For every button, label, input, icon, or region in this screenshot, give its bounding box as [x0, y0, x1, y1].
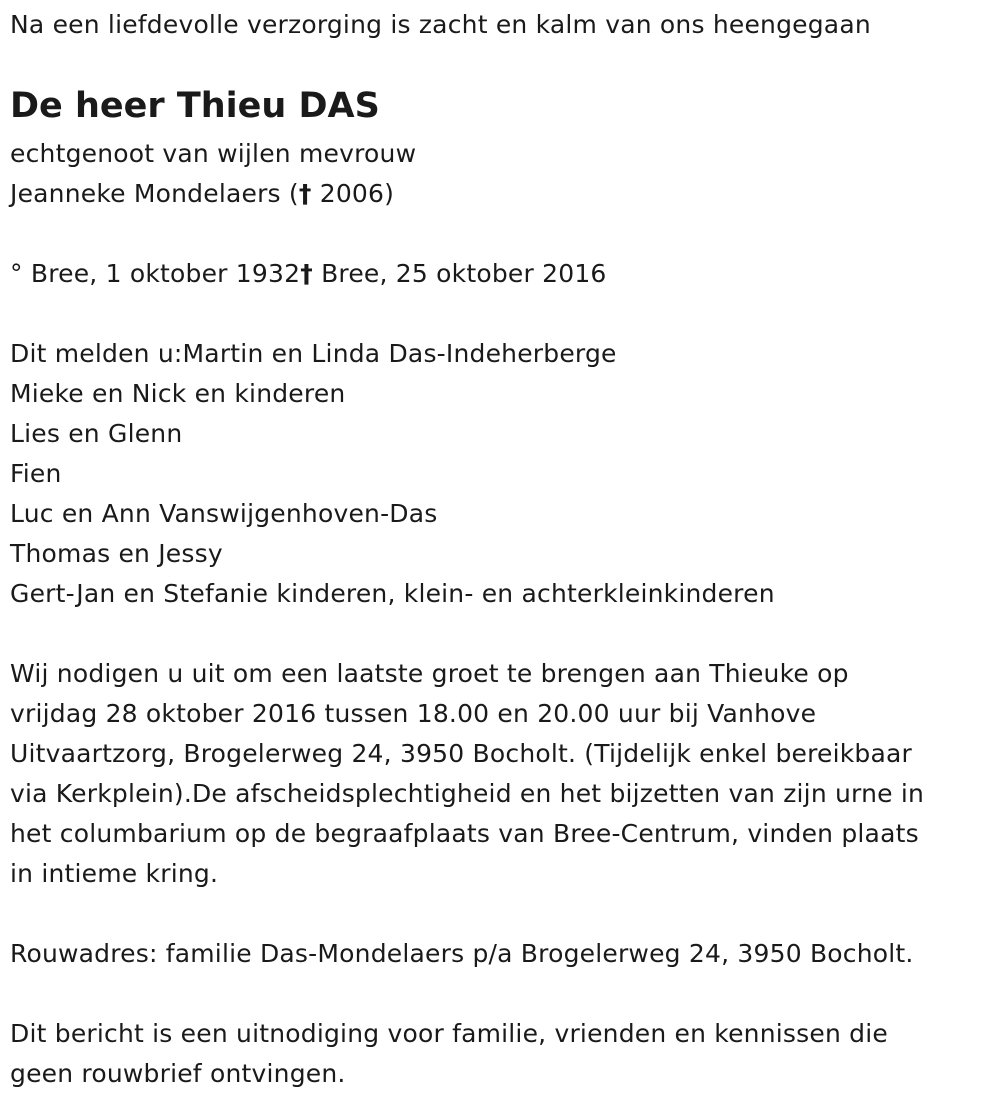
- invitation-line: Uitvaartzorg, Brogelerweg 24, 3950 Bocholt. (Tijdelijk enkel bereikbaar: [10, 739, 913, 768]
- spouse-name: Jeanneke Mondelaers (: [10, 179, 299, 208]
- cross-icon: †: [300, 259, 313, 288]
- notice-line: Dit bericht is een uitnodiging voor familie, vrienden en kennissen die: [10, 1019, 888, 1048]
- dates-block: [10, 254, 607, 294]
- spouse-line-2: [10, 174, 416, 214]
- invitation-line: vrijdag 28 oktober 2016 tussen 18.00 en 20.00 uur bij Vanhove: [10, 699, 817, 728]
- cross-icon: †: [298, 179, 312, 208]
- death-date: Bree, 25 oktober 2016: [312, 259, 607, 288]
- announcer-line: Lies en Glenn: [10, 419, 183, 448]
- notice-line: geen rouwbrief ontvingen.: [10, 1059, 346, 1088]
- notice-block: [10, 1014, 888, 1094]
- address-block: [10, 934, 914, 974]
- announcer-line: Fien: [10, 459, 62, 488]
- life-dates: [10, 254, 607, 294]
- announcer-line: Mieke en Nick en kinderen: [10, 379, 346, 408]
- intro-text: Na een liefdevolle verzorging is zacht en kalm van ons heengegaan: [10, 10, 871, 39]
- invitation-line: het columbarium op de begraafplaats van Bree-Centrum, vinden plaats: [10, 819, 919, 848]
- announcer-line: Dit melden u:Martin en Linda Das-Indeherberge: [10, 339, 617, 368]
- announcer-line: Gert-Jan en Stefanie kinderen, klein- en achterkleinkinderen: [10, 579, 775, 608]
- announcer-line: Luc en Ann Vanswijgenhoven-Das: [10, 499, 438, 528]
- invitation-line: in intieme kring.: [10, 859, 219, 888]
- birth-date: ° Bree, 1 oktober 1932: [10, 259, 301, 288]
- announcer-line: Thomas en Jessy: [10, 539, 223, 568]
- spouse-death-year: 2006): [311, 179, 395, 208]
- spouse-block: [10, 134, 416, 214]
- invitation-line: via Kerkplein).De afscheidsplechtigheid en het bijzetten van zijn urne in: [10, 779, 925, 808]
- invitation-block: [10, 654, 924, 894]
- announcers-block: [10, 334, 775, 614]
- spouse-line-1: echtgenoot van wijlen mevrouw: [10, 139, 417, 168]
- deceased-name: De heer Thieu DAS: [10, 86, 380, 126]
- mourning-address: Rouwadres: familie Das-Mondelaers p/a Brogelerweg 24, 3950 Bocholt.: [10, 939, 914, 968]
- invitation-line: Wij nodigen u uit om een laatste groet te brengen aan Thieuke op: [10, 659, 849, 688]
